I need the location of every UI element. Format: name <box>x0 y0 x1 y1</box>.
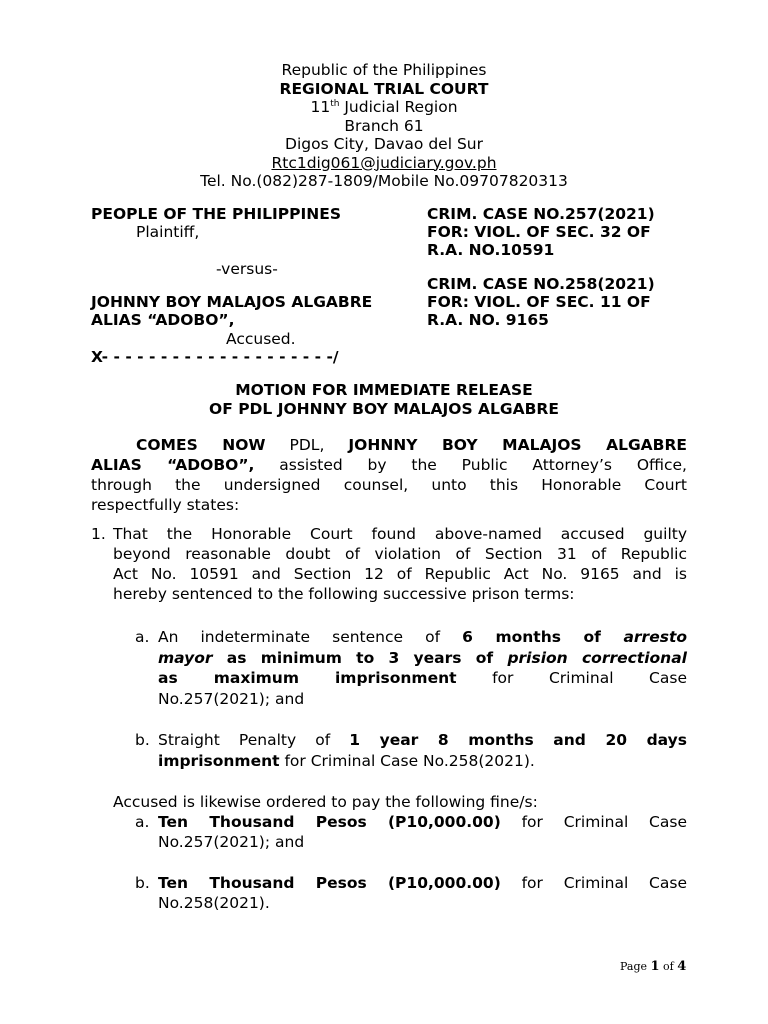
intro-paragraph <box>91 435 687 515</box>
accused-name-line1: JOHNNY BOY MALAJOS ALGABRE <box>91 293 373 311</box>
fine-b-amount: Ten Thousand Pesos (P10,000.00) <box>158 874 501 892</box>
plaintiff-role: Plaintiff, <box>136 223 200 241</box>
case2-for-line1: FOR: VIOL. OF SEC. 11 OF <box>427 293 651 311</box>
fines-intro: Accused is likewise ordered to pay the following fine/s: <box>113 793 538 811</box>
case2-for-line2: R.A. NO. 9165 <box>427 311 549 329</box>
fine-a-paragraph <box>158 812 687 852</box>
page-footer <box>620 957 686 977</box>
item1-line2: beyond reasonable doubt of violation of Section 31 of Republic <box>113 545 687 563</box>
fine-a-amount: Ten Thousand Pesos (P10,000.00) <box>158 813 501 831</box>
sub-b-line1 <box>158 730 687 751</box>
sub-b-text: Straight Penalty of <box>158 731 350 749</box>
case-caption <box>91 205 691 370</box>
region-ordinal: th <box>330 99 340 109</box>
comes-now: COMES NOW <box>136 436 266 454</box>
sub-a-line1 <box>158 627 687 648</box>
sub-a-bold3: as maximum imprisonment <box>158 669 457 687</box>
item1-paragraph <box>113 524 687 604</box>
intro-line2 <box>91 455 687 475</box>
fine-a-line2: No.257(2021); and <box>158 833 305 851</box>
branch-line: Branch 61 <box>344 116 424 135</box>
sub-a-arresto: arresto <box>623 628 687 646</box>
phone-line: Tel. No.(082)287-1809/Mobile No.09707820313 <box>200 172 568 190</box>
region-number: 11 <box>310 98 331 116</box>
intro-assisted: assisted by the Public Attorney’s Office, <box>254 456 687 474</box>
sub-b-line2 <box>158 751 687 772</box>
intro-line4: respectfully states: <box>91 496 240 514</box>
case1-number: CRIM. CASE NO.257(2021) <box>427 205 655 223</box>
item1-line1: That the Honorable Court found above-named accused guilty <box>113 525 687 543</box>
sub-a-mayor: mayor <box>158 648 213 667</box>
fine-a-line1 <box>158 812 687 832</box>
item1-line3: Act No. 10591 and Section 12 of Republic Act No. 9165 and is <box>113 565 687 583</box>
sub-b-bold1: 1 year 8 months and 20 days <box>349 731 687 749</box>
sub-a-line3 <box>158 668 687 689</box>
court-name: REGIONAL TRIAL COURT <box>279 79 489 98</box>
sub-a-paragraph <box>158 627 687 709</box>
accused-role: Accused. <box>226 330 296 348</box>
sub-b-letter: b. <box>135 731 150 749</box>
intro-line3: through the undersigned counsel, unto this Honorable Court <box>91 476 687 494</box>
city-line: Digos City, Davao del Sur <box>285 135 483 153</box>
page-number: 1 <box>650 959 660 974</box>
versus-label: -versus- <box>216 260 278 278</box>
page-word: Page <box>620 960 651 973</box>
case1-for-line2: R.A. NO.10591 <box>427 241 555 259</box>
sub-a-line4: No.257(2021); and <box>158 689 305 708</box>
republic-line: Republic of the Philippines <box>281 61 487 79</box>
item1-number: 1. <box>91 525 106 543</box>
sub-a-bold2: as minimum to 3 years of <box>212 648 508 667</box>
pdl-name: JOHNNY BOY MALAJOS ALGABRE <box>348 436 687 454</box>
email-link[interactable]: Rtc1dig061@judiciary.gov.ph <box>271 153 497 172</box>
fine-b-line2: No.258(2021). <box>158 894 270 912</box>
of-word: of <box>659 960 678 973</box>
fine-b-paragraph <box>158 873 687 913</box>
sub-a-bold1: 6 months of <box>462 628 624 646</box>
sub-a-prision: prision correctional <box>507 648 687 667</box>
sub-a-text3: for Criminal Case <box>456 669 687 687</box>
case1-for-line1: FOR: VIOL. OF SEC. 32 OF <box>427 223 651 241</box>
caption-x-line: X- - - - - - - - - - - - - - - - - - - -/ <box>91 348 339 366</box>
fine-a-text: for Criminal Case <box>500 813 687 831</box>
fine-b-letter: b. <box>135 874 150 892</box>
item1-line4: hereby sentenced to the following successive prison terms: <box>113 585 575 603</box>
sub-b-text2: for Criminal Case No.258(2021). <box>279 751 535 770</box>
judicial-region <box>0 98 768 117</box>
motion-title-line2: OF PDL JOHNNY BOY MALAJOS ALGABRE <box>209 400 559 418</box>
fine-b-text: for Criminal Case <box>500 874 687 892</box>
fine-a-letter: a. <box>135 813 150 831</box>
region-label: Judicial Region <box>339 98 458 116</box>
sub-a-line2 <box>158 648 687 669</box>
court-header <box>0 61 768 191</box>
pdl-label: PDL, <box>265 436 349 454</box>
sub-b-paragraph <box>158 730 687 771</box>
sub-a-text: An indeterminate sentence of <box>158 628 463 646</box>
accused-name-line2: ALIAS “ADOBO”, <box>91 311 235 329</box>
intro-line1 <box>91 435 687 455</box>
page-total: 4 <box>677 959 687 974</box>
sub-b-bold2: imprisonment <box>158 751 280 770</box>
pdl-alias: ALIAS “ADOBO”, <box>91 456 255 474</box>
plaintiff-name: PEOPLE OF THE PHILIPPINES <box>91 205 341 223</box>
sub-a-letter: a. <box>135 628 150 646</box>
case2-number: CRIM. CASE NO.258(2021) <box>427 275 655 293</box>
motion-title-line1: MOTION FOR IMMEDIATE RELEASE <box>235 381 533 399</box>
fine-b-line1 <box>158 873 687 893</box>
motion-title <box>0 381 768 419</box>
email-row <box>0 154 768 173</box>
